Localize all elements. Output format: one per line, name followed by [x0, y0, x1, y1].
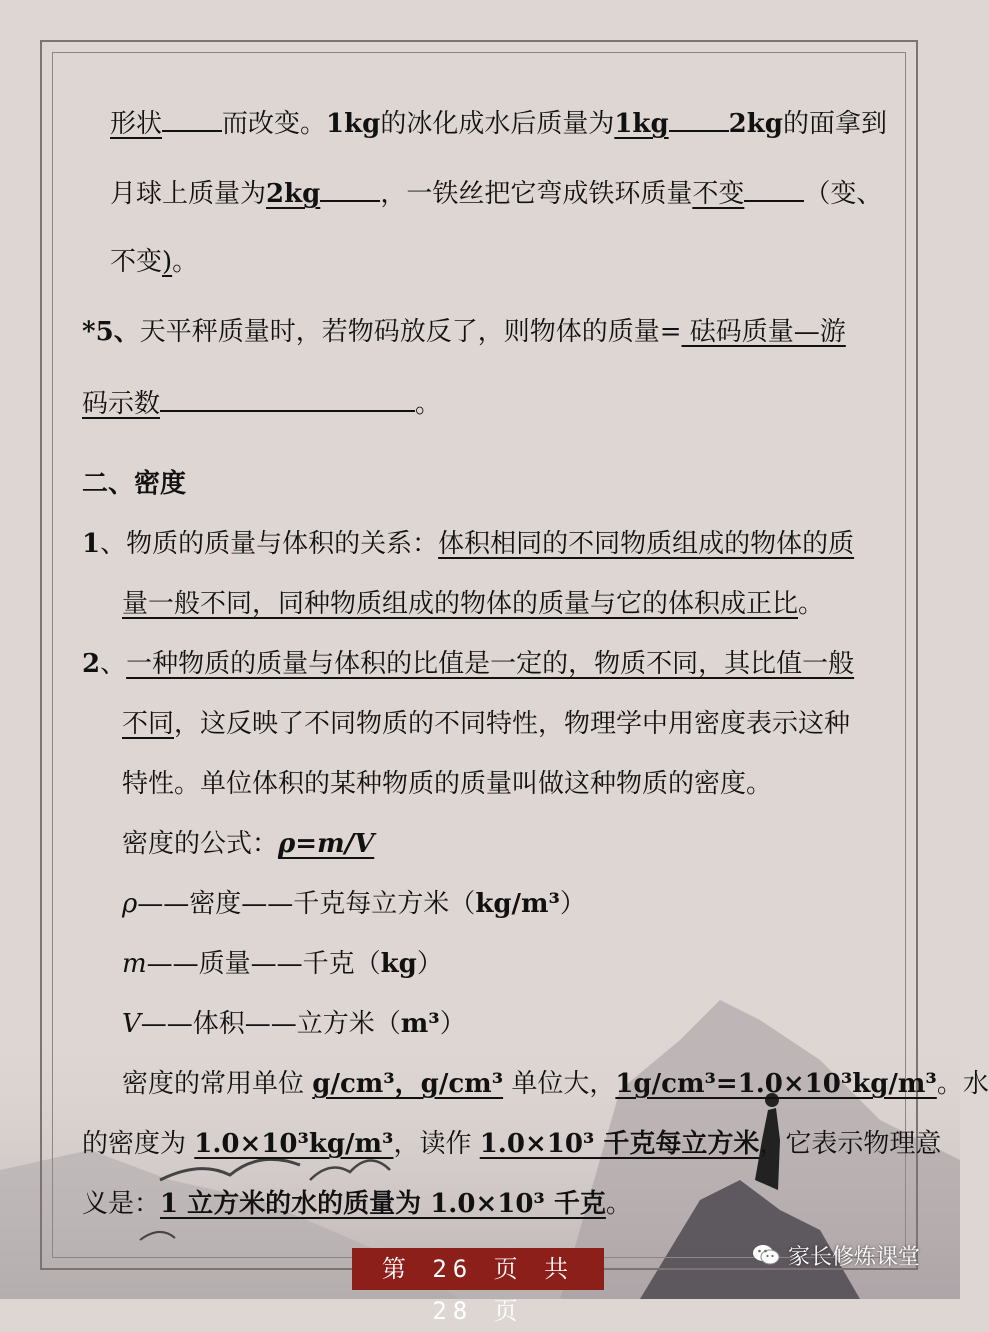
- text-segment: ρ: [122, 889, 138, 919]
- text-segment: 1kg: [326, 109, 381, 139]
- text-segment: ——体积——立方米（: [140, 1009, 401, 1039]
- answer-blank: [669, 104, 729, 132]
- text-segment: （变、: [804, 179, 883, 209]
- line-7: [122, 586, 824, 622]
- text-segment: 、物质的质量与体积的关系：: [100, 529, 439, 559]
- text-segment: ）: [416, 949, 443, 979]
- text-segment: V: [122, 1009, 141, 1039]
- underlined-answer: 1 立方米的水的质量为 1.0×10³ 千克: [160, 1189, 606, 1219]
- text-segment: ——密度——千克每立方米（: [137, 889, 476, 919]
- text-segment: 特性。单位体积的某种物质的质量叫做这种物质的密度。: [122, 769, 773, 799]
- wechat-icon: [752, 1243, 780, 1267]
- watermark-text: 家长修炼课堂: [788, 1244, 921, 1270]
- text-segment: 密度的常用单位: [122, 1069, 313, 1099]
- line-16: [82, 1126, 941, 1162]
- text-segment: kg: [380, 949, 417, 979]
- underlined-answer: 形状: [110, 109, 163, 139]
- text-segment: ，这反映了不同物质的不同特性，物理学中用密度表示这种: [174, 709, 851, 739]
- text-segment: ，它表示物理意: [759, 1129, 942, 1159]
- line-3: [82, 314, 846, 350]
- page-number-badge: 第 26 页 共 28 页: [352, 1248, 604, 1290]
- line-1: [110, 174, 882, 212]
- text-segment: 。: [415, 389, 442, 419]
- mass-definition: [122, 946, 443, 982]
- text-segment: 2kg: [728, 109, 783, 139]
- text-segment: ）: [439, 1009, 466, 1039]
- watermark: [752, 1240, 920, 1270]
- text-segment: 的面拿到: [782, 109, 887, 139]
- underlined-answer: 1kg: [614, 109, 669, 139]
- underlined-answer: 量一般不同，同种物质组成的物体的质量与它的体积成正比: [122, 589, 799, 619]
- underlined-answer: 不同: [122, 709, 175, 739]
- line-2: [110, 244, 198, 280]
- text-segment: ——质量——千克（: [146, 949, 381, 979]
- rho-definition: [122, 886, 586, 922]
- text-segment: 义是：: [82, 1189, 161, 1219]
- answer-blank: [744, 174, 804, 202]
- text-segment: 的密度为: [82, 1129, 195, 1159]
- underlined-answer: 1.0×10³ 千克每立方米: [479, 1129, 760, 1159]
- line-15: [122, 1066, 989, 1102]
- volume-definition: [122, 1006, 466, 1042]
- text-segment: 不变: [110, 247, 163, 277]
- text-segment: 二、密度: [82, 469, 187, 499]
- underlined-answer: 一种物质的质量与体积的比值是一定的，物质不同，其比值一般: [126, 649, 855, 679]
- text-segment: kg/m³: [475, 889, 560, 919]
- line-8: [82, 646, 854, 682]
- text-segment: *5、: [82, 317, 140, 347]
- text-segment: 而改变。: [222, 109, 327, 139]
- underlined-answer: 不变: [692, 179, 745, 209]
- text-segment: 1: [82, 529, 101, 559]
- text-segment: 单位大，: [503, 1069, 616, 1099]
- answer-blank: [162, 104, 222, 132]
- text-segment: 的冰化成水后质量为: [380, 109, 615, 139]
- line-6: [82, 526, 854, 562]
- text-segment: 。: [172, 247, 199, 277]
- line-0: [110, 104, 887, 142]
- underlined-answer: ρ=m/V: [278, 829, 375, 859]
- text-segment: 密度的公式：: [122, 829, 279, 859]
- underlined-answer: 1.0×10³kg/m³: [194, 1129, 394, 1159]
- answer-blank: [320, 174, 380, 202]
- answer-blank: [160, 384, 415, 412]
- line-9: [122, 706, 850, 742]
- underlined-answer: 2kg: [266, 179, 321, 209]
- section-heading-density: [82, 466, 186, 502]
- text-segment: 2: [82, 649, 101, 679]
- text-segment: 、: [100, 649, 127, 679]
- text-segment: 月球上质量为: [110, 179, 267, 209]
- underlined-answer: 1g/cm³=1.0×10³kg/m³: [615, 1069, 937, 1099]
- line-4: [82, 384, 441, 422]
- text-segment: ）: [559, 889, 586, 919]
- underlined-answer: 体积相同的不同物质组成的物体的质: [438, 529, 855, 559]
- text-segment: ，一铁丝把它弯成铁环质量: [380, 179, 693, 209]
- text-segment: 。: [605, 1189, 632, 1219]
- text-segment: 。水: [936, 1069, 989, 1099]
- text-segment: m: [122, 949, 147, 979]
- underlined-answer: 砝码质量—游: [681, 317, 846, 347]
- underlined-answer: ): [162, 247, 173, 277]
- underlined-answer: 码示数: [82, 389, 161, 419]
- underlined-answer: g/cm³，g/cm³: [312, 1069, 504, 1099]
- line-17: [82, 1186, 632, 1222]
- density-formula-line: [122, 826, 374, 862]
- text-segment: m³: [400, 1009, 440, 1039]
- text-segment: 天平秤质量时，若物码放反了，则物体的质量=: [139, 317, 682, 347]
- text-segment: 。: [798, 589, 825, 619]
- text-segment: ，读作: [393, 1129, 480, 1159]
- line-10: [122, 766, 772, 802]
